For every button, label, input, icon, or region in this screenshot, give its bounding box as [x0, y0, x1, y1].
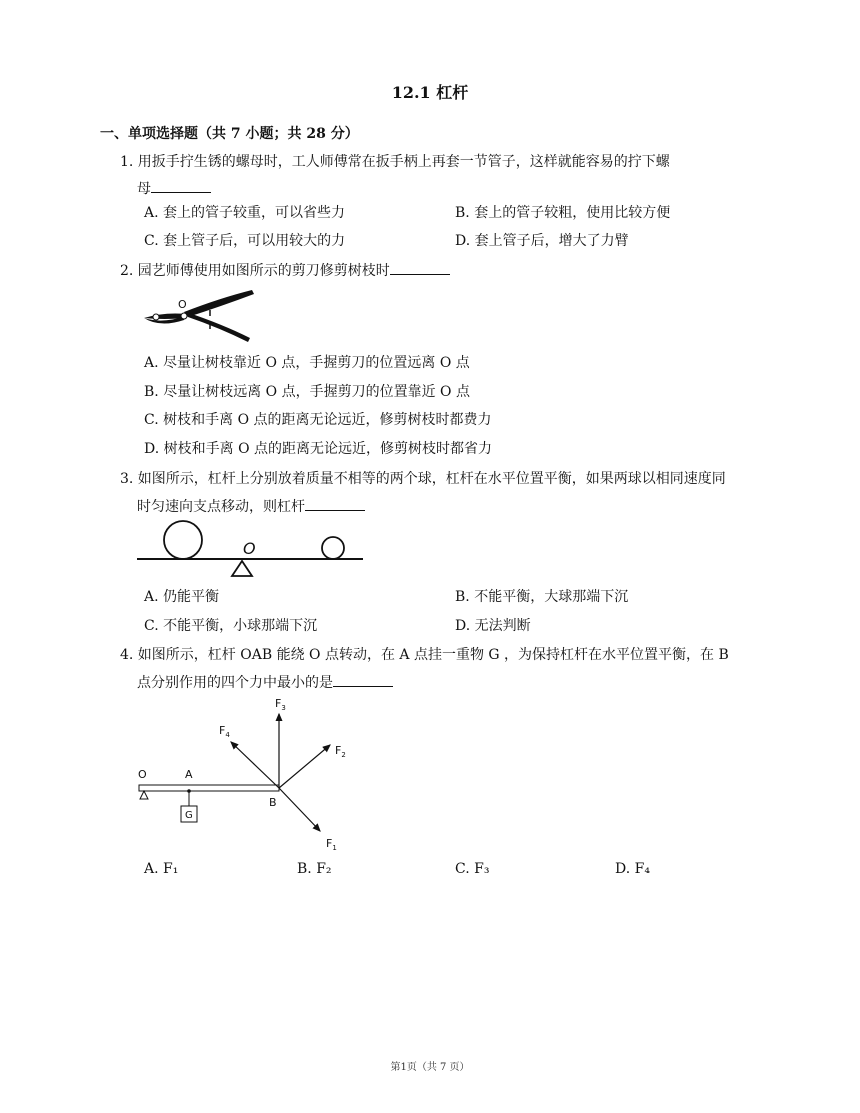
fulcrum-label: O	[243, 539, 256, 558]
q1-option-b[interactable]: B. 套上的管子较粗，使用比较方便	[455, 205, 671, 221]
q1-option-d[interactable]: D. 套上管子后，增大了力臂	[455, 233, 629, 249]
point-b-label: B	[269, 796, 277, 809]
q2-option-c[interactable]: C. 树枝和手离 O 点的距离无论远近，修剪树枝时都费力	[144, 412, 492, 428]
f3-label: $F_3$	[275, 697, 286, 712]
q3-option-d[interactable]: D. 无法判断	[455, 618, 531, 634]
q4-option-c[interactable]: C. F₃	[455, 861, 490, 877]
pivot-label: O	[178, 298, 187, 311]
question-1-line2: 母	[137, 178, 211, 199]
weight-label: G	[185, 810, 193, 821]
question-4-line2: 点分别作用的四个力中最小的是	[137, 672, 393, 693]
lever-forces-figure	[133, 694, 363, 856]
q2-option-d[interactable]: D. 树枝和手离 O 点的距离无论远近，修剪树枝时都省力	[144, 441, 493, 457]
question-2-line1: 2. 园艺师傅使用如图所示的剪刀修剪树枝时	[120, 260, 450, 281]
f1-label: $F_1$	[326, 837, 337, 852]
question-1-line1: 1. 用扳手拧生锈的螺母时，工人师傅常在扳手柄上再套一节管子，这样就能容易的拧下螺	[120, 154, 670, 170]
f2-label: $F_2$	[335, 744, 346, 759]
question-3-line1: 3. 如图所示，杠杆上分别放着质量不相等的两个球，杠杆在水平位置平衡，如果两球以相同速度同	[120, 471, 726, 487]
q4-option-a[interactable]: A. F₁	[144, 861, 179, 877]
question-4-line1: 4. 如图所示，杠杆 OAB 能绕 O 点转动，在 A 点挂一重物 G ，为保持杠杆在水平位置平衡，在 B	[120, 647, 729, 663]
q1-option-c[interactable]: C. 套上管子后，可以用较大的力	[144, 233, 346, 249]
q2-option-b[interactable]: B. 尽量让树枝远离 O 点，手握剪刀的位置靠近 O 点	[144, 384, 470, 400]
question-3-line2: 时匀速向支点移动，则杠杆	[137, 496, 365, 517]
lever-balls-figure	[135, 518, 365, 580]
q3-option-b[interactable]: B. 不能平衡，大球那端下沉	[455, 589, 629, 605]
q4-option-b[interactable]: B. F₂	[297, 861, 332, 877]
q2-option-a[interactable]: A. 尽量让树枝靠近 O 点，手握剪刀的位置远离 O 点	[144, 355, 470, 371]
q4-option-d[interactable]: D. F₄	[615, 861, 650, 877]
scissors-figure	[140, 284, 258, 346]
page-title: 12.1 杠杆	[391, 83, 469, 102]
page-footer: 第1页（共 7 页）	[390, 1062, 470, 1073]
point-o-label: O	[138, 768, 147, 781]
q3-option-c[interactable]: C. 不能平衡，小球那端下沉	[144, 618, 318, 634]
f4-label: $F_4$	[219, 724, 230, 739]
point-a-label: A	[185, 768, 193, 781]
q3-option-a[interactable]: A. 仍能平衡	[144, 589, 220, 605]
q1-option-a[interactable]: A. 套上的管子较重，可以省些力	[144, 205, 346, 221]
section-heading: 一、单项选择题（共 7 小题；共 28 分）	[100, 126, 359, 142]
